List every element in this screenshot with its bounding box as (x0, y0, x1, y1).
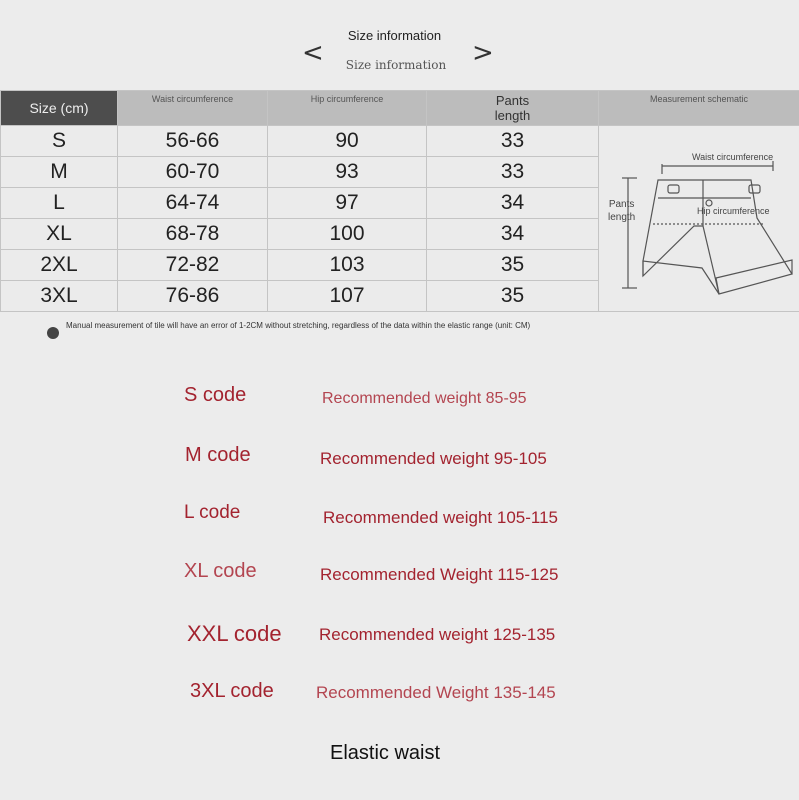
cell-length: 35 (427, 281, 599, 312)
header-hip: Hip circumference (268, 91, 427, 126)
header-size: Size (cm) (1, 91, 118, 126)
cell-hip: 100 (268, 219, 427, 250)
elastic-waist-label: Elastic waist (330, 742, 441, 764)
recommended-weight: Recommended weight 105-115 (323, 508, 558, 527)
cell-waist: 64-74 (118, 188, 268, 219)
header-pants-line1: Pants (495, 93, 530, 108)
schematic-waist-label: Waist circumference (692, 152, 774, 162)
measurement-note (46, 320, 786, 340)
recommended-weight: Recommended weight 85-95 (322, 390, 527, 407)
cell-size: 2XL (1, 250, 118, 281)
size-code-label: 3XL code (190, 680, 274, 702)
size-info-header (0, 0, 799, 90)
cell-length: 33 (427, 157, 599, 188)
recommended-weight: Recommended weight 95-105 (320, 449, 547, 468)
header-schematic: Measurement schematic (599, 91, 799, 126)
page-subtitle: Size information (345, 58, 447, 72)
recommendation-row (0, 680, 799, 720)
cell-length: 33 (427, 126, 599, 157)
size-table (0, 90, 799, 312)
cell-hip: 97 (268, 188, 427, 219)
shorts-diagram (599, 126, 799, 312)
bullet-dot-icon (47, 327, 59, 339)
cell-size: S (1, 126, 118, 157)
header-waist: Waist circumference (118, 91, 268, 126)
measurement-schematic-cell (599, 126, 799, 312)
header-pants-line2: length (494, 108, 531, 123)
cell-length: 34 (427, 219, 599, 250)
size-code-label: L code (184, 502, 241, 523)
size-code-label: XXL code (187, 621, 282, 646)
size-code-label: XL code (184, 560, 257, 582)
page-title: Size information (347, 28, 442, 43)
recommendation-row (0, 444, 799, 484)
recommended-weight: Recommended weight 125-135 (319, 625, 556, 644)
schematic-hip-label: Hip circumference (697, 206, 770, 216)
recommendation-row (0, 560, 799, 600)
cell-waist: 72-82 (118, 250, 268, 281)
chevron-left-icon[interactable]: < (302, 38, 324, 68)
cell-length: 34 (427, 188, 599, 219)
table-header-row (1, 91, 799, 126)
schematic-pants-line2: length (608, 212, 636, 223)
cell-waist: 68-78 (118, 219, 268, 250)
recommendation-row (0, 502, 799, 542)
cell-hip: 90 (268, 126, 427, 157)
recommendation-row (0, 384, 799, 424)
cell-hip: 93 (268, 157, 427, 188)
recommendation-row (0, 621, 799, 661)
chevron-right-icon[interactable]: > (472, 38, 494, 68)
table-row (1, 126, 799, 157)
cell-size: 3XL (1, 281, 118, 312)
schematic-pants-length-label (608, 198, 635, 224)
header-pants-length (427, 91, 599, 126)
cell-waist: 56-66 (118, 126, 268, 157)
measurement-note-text: Manual measurement of tile will have an error of 1-2CM without stretching, regardless of the data within the elastic range (unit: CM) (66, 321, 531, 330)
cell-hip: 103 (268, 250, 427, 281)
size-code-label: S code (184, 384, 247, 406)
recommended-weight: Recommended Weight 135-145 (316, 683, 556, 702)
cell-size: L (1, 188, 118, 219)
recommended-weight: Recommended Weight 115-125 (320, 565, 559, 584)
cell-waist: 60-70 (118, 157, 268, 188)
cell-waist: 76-86 (118, 281, 268, 312)
size-code-label: M code (185, 444, 251, 466)
schematic-pants-line1: Pants (608, 199, 635, 210)
cell-length: 35 (427, 250, 599, 281)
cell-hip: 107 (268, 281, 427, 312)
cell-size: XL (1, 219, 118, 250)
cell-size: M (1, 157, 118, 188)
